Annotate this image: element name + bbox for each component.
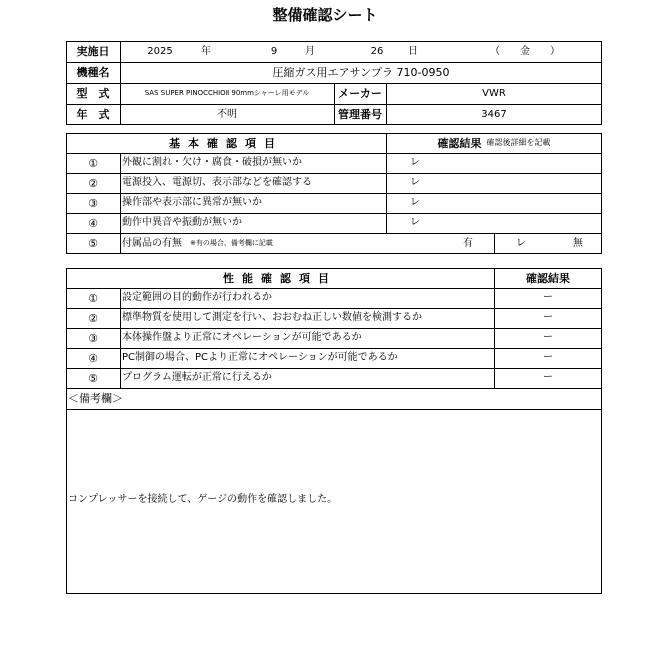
basic-item-5-text <box>122 233 384 254</box>
date-month-unit: 月 <box>305 45 315 57</box>
date-day-unit: 日 <box>408 45 418 57</box>
date-label: 実施日 <box>76 45 110 58</box>
basic-item-4-num: ④ <box>88 216 98 230</box>
basic-item-1-text: 外観に割れ・欠け・腐食・破損が無いか <box>122 157 302 168</box>
machine-label: 機種名 <box>76 66 110 79</box>
maker-value: VWR <box>482 87 506 99</box>
basic-item-1-result: レ <box>410 157 420 168</box>
basic-result-note: 確認後詳細を記載 <box>486 138 551 147</box>
perf-item-1-num: ① <box>88 291 98 305</box>
date-day: 26 <box>370 45 384 57</box>
date-weekday: （ 金 ） <box>490 45 560 57</box>
basic-header: 基本確認項目 <box>169 136 283 150</box>
perf-header: 性能確認項目 <box>223 271 337 285</box>
perf-item-2-result: ー <box>543 312 553 323</box>
basic-item-2-text: 電源投入、電源切、表示部などを確認する <box>122 177 312 188</box>
perf-item-5-text: プログラム運転が正常に行えるか <box>122 372 272 383</box>
perf-item-5-num: ⑤ <box>88 371 98 385</box>
basic-item-2-num: ② <box>88 176 98 190</box>
perf-item-4-num: ④ <box>88 351 98 365</box>
accessory-yes: 有 <box>463 237 473 249</box>
perf-item-3-num: ③ <box>88 331 98 345</box>
basic-result-label: 確認結果 <box>437 136 482 150</box>
mgmt-value: 3467 <box>481 108 507 120</box>
accessory-note: ※有の場合、備考欄に記載 <box>190 239 273 247</box>
perf-item-4-text: PC制御の場合、PCより正常にオペレーションが可能であるか <box>122 352 398 363</box>
accessory-no: 無 <box>573 237 583 249</box>
remarks-label: ＜備考欄＞ <box>68 392 123 405</box>
perf-item-4-result: ー <box>543 352 553 363</box>
maker-label: メーカー <box>338 87 382 100</box>
basic-item-3-text: 操作部や表示部に異常が無いか <box>122 197 262 208</box>
perf-item-1-text: 設定範囲の目的動作が行われるか <box>122 292 272 303</box>
machine-value: 圧縮ガス用エアサンプラ 710-0950 <box>272 66 450 79</box>
perf-item-5-result: ー <box>543 372 553 383</box>
accessory-mark: レ <box>516 237 526 249</box>
date-year: 2025 <box>147 45 173 57</box>
basic-item-4-result: レ <box>410 217 420 228</box>
perf-item-3-text: 本体操作盤より正常にオペレーションが可能であるか <box>122 332 362 343</box>
model-value: SAS SUPER PINOCCHIOⅡ 90mmシャーレ用モデル <box>144 89 310 97</box>
basic-item-5-num: ⑤ <box>88 237 98 250</box>
date-year-unit: 年 <box>201 45 211 57</box>
basic-item-1-num: ① <box>88 156 98 170</box>
perf-item-2-text: 標準物質を使用して測定を行い、おおむね正しい数値を検測するか <box>122 312 422 323</box>
basic-result-header <box>386 133 602 153</box>
perf-result-header: 確認結果 <box>526 271 570 285</box>
basic-item-3-result: レ <box>410 197 420 208</box>
remarks-text: コンプレッサーを接続して、ゲージの動作を確認しました。 <box>68 494 338 505</box>
year-label: 年 式 <box>76 108 110 121</box>
model-label: 型 式 <box>76 87 110 100</box>
accessory-label: 付属品の有無 <box>122 237 182 249</box>
basic-item-4-text: 動作中異音や振動が無いか <box>122 217 242 228</box>
year-value: 不明 <box>217 108 237 120</box>
date-month: 9 <box>270 45 278 57</box>
perf-item-3-result: ー <box>543 332 553 343</box>
basic-item-3-num: ③ <box>88 196 98 210</box>
perf-item-2-num: ② <box>88 311 98 325</box>
mgmt-label: 管理番号 <box>338 108 382 121</box>
perf-item-1-result: ー <box>543 292 553 303</box>
basic-item-2-result: レ <box>410 177 420 188</box>
page-title: 整備確認シート <box>272 6 378 24</box>
